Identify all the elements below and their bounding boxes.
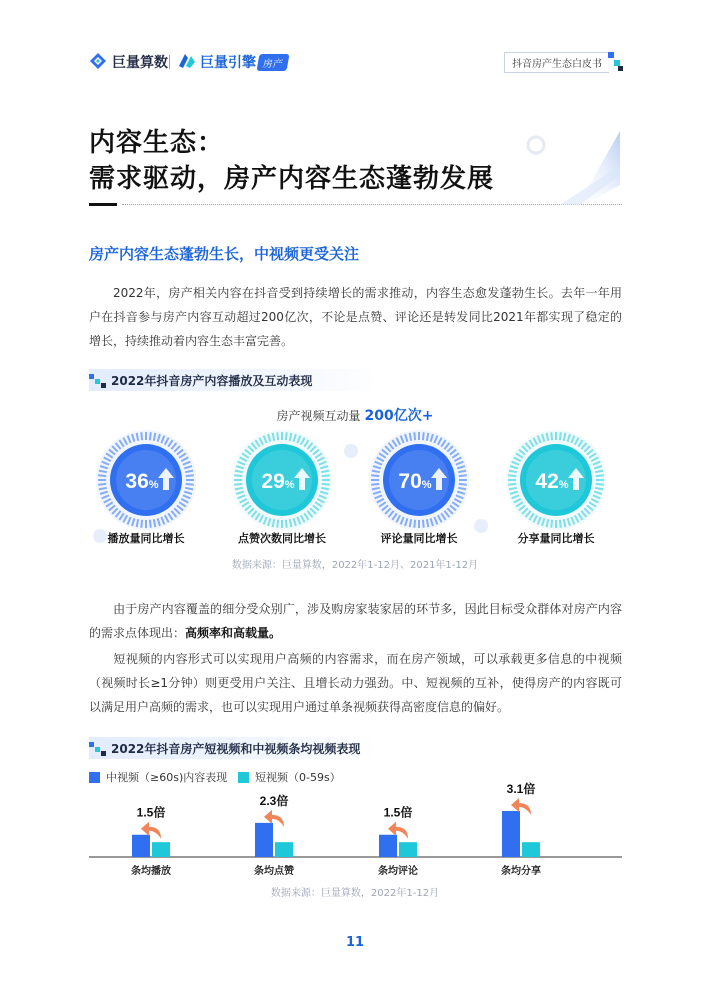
ring-tick (186, 484, 194, 485)
ring-tick (150, 520, 151, 528)
title-underline-bar (89, 203, 117, 206)
section-title: 2022年抖音房产短视频和中视频条均视频表现 (111, 742, 361, 756)
juliang-yinqing-logo-icon (177, 52, 197, 70)
section-header-content-performance (89, 369, 379, 391)
section-bullet-icon (89, 740, 107, 756)
metric-value-number: 36 (125, 470, 149, 493)
metric-label: 点赞次数同比增长 (238, 532, 326, 545)
ring-tick (551, 432, 552, 440)
ring-tick (141, 520, 142, 528)
intro-paragraph (89, 281, 622, 353)
ring-tick (508, 475, 516, 476)
growth-ring-4 (506, 430, 606, 530)
multiplier-label: 3.1倍 (506, 782, 536, 796)
ring-tick (141, 432, 142, 440)
decorative-dot (474, 519, 488, 533)
metric-label: 播放量同比增长 (107, 532, 185, 545)
ring-tick (234, 484, 242, 485)
category-label: 条均点赞 (254, 866, 294, 877)
audience-paragraph-emphasis: 高频率和高载量。 (185, 626, 282, 640)
video-comparison-chart (89, 780, 622, 880)
ring-tick (551, 520, 552, 528)
ring-tick (150, 432, 151, 440)
data-source-note: 数据来源：巨量算数，2022年1-12月、2021年1-12月 (231, 560, 479, 571)
brand-tag-fangchan: 房产 (257, 54, 290, 71)
metric-value-number: 29 (261, 470, 285, 493)
metric-value-unit: % (558, 479, 569, 491)
section-bullet-icon (89, 372, 107, 388)
decorative-dot (344, 444, 358, 458)
legend-label: 中视频（≥60s)内容表现 (106, 771, 228, 784)
ring-tick (371, 484, 379, 485)
header-deco-square (608, 52, 614, 58)
multiplier-label: 2.3倍 (259, 793, 289, 808)
decorative-gradient-shape (520, 125, 630, 210)
multiplier-label: 1.5倍 (383, 805, 413, 820)
page-title-line2: 需求驱动，房产内容生态蓬勃发展 (89, 164, 495, 194)
ring-tick (423, 520, 424, 528)
juliang-suanshu-logo-icon (89, 52, 107, 70)
category-label: 条均播放 (131, 866, 171, 877)
ring-tick (322, 484, 330, 485)
data-source-note: 数据来源：巨量算数，2022年1-12月 (270, 888, 440, 899)
brand-divider (169, 55, 170, 69)
ring-tick (596, 484, 604, 485)
total-interaction-label: 房产视频互动量 (276, 409, 361, 423)
ring-tick (234, 475, 242, 476)
ring-tick (98, 475, 106, 476)
ring-tick (596, 475, 604, 476)
audience-paragraph-text: 由于房产内容覆盖的细分受众别广，涉及购房家装家居的环节多，因此目标受众群体对房产内容的需求点体现出： (89, 602, 622, 640)
ring-tick (286, 520, 287, 528)
ring-tick (459, 484, 467, 485)
video-format-paragraph-text: 短视频的内容形式可以实现用户高频的内容需求，而在房产领域，可以承载更多信息的中视频（视频时长≥1分钟）则更受用户关注、且增长动力强劲。中、短视频的互补，使得房产的内容既可以满足用户高频的需求，也可以实现用户通过单条视频获得高密度信息的偏好。 (89, 652, 622, 714)
bar-short-video (399, 842, 417, 857)
section-title: 2022年抖音房产内容播放及互动表现 (111, 374, 313, 388)
growth-ring-2 (232, 430, 332, 530)
metric-value-number: 70 (398, 470, 422, 493)
audience-paragraph (89, 597, 622, 645)
brand-juliang-suanshu: 巨量算数 (112, 55, 168, 71)
metric-label: 分享量同比增长 (517, 532, 595, 545)
ring-tick (414, 520, 415, 528)
doc-title: 抖音房产生态白皮书 (512, 59, 602, 70)
category-label: 条均评论 (378, 866, 418, 877)
ring-tick (423, 432, 424, 440)
bar-short-video (152, 842, 170, 857)
category-label: 条均分享 (501, 866, 541, 877)
ring-tick (414, 432, 415, 440)
ring-tick (508, 484, 516, 485)
growth-ring-3 (369, 430, 469, 530)
header-deco-square (618, 66, 623, 71)
ring-tick (560, 432, 561, 440)
ring-tick (286, 432, 287, 440)
metric-label: 评论量同比增长 (380, 532, 458, 545)
page-number: 11 (345, 935, 365, 950)
section-subtitle: 房产内容生态蓬勃生长，中视频更受关注 (89, 245, 360, 263)
section-header-video-performance (89, 737, 379, 759)
bar-mid-video (132, 835, 150, 857)
legend-label: 短视频（0-59s） (255, 771, 341, 784)
metric-value-unit: % (284, 479, 295, 491)
page-title-line1: 内容生态： (89, 128, 225, 158)
bar-mid-video (379, 835, 397, 857)
bar-mid-video (502, 811, 520, 857)
metric-value-unit: % (148, 479, 159, 491)
ring-tick (186, 475, 194, 476)
brand-juliang-yinqing: 巨量引擎 (200, 55, 256, 71)
growth-ring-1 (96, 430, 196, 530)
ring-tick (277, 520, 278, 528)
ring-tick (322, 475, 330, 476)
metric-value-number: 42 (535, 470, 559, 493)
ring-tick (277, 432, 278, 440)
total-interaction-value: 200亿次+ (364, 408, 434, 424)
metric-value-unit: % (421, 479, 432, 491)
bar-mid-video (255, 823, 273, 857)
video-format-paragraph (89, 647, 622, 719)
intro-paragraph-text: 2022年，房产相关内容在抖音受到持续增长的需求推动，内容生态愈发蓬勃生长。去年一年用户在抖音参与房产内容互动超过200亿次，不论是点赞、评论还是转发同比2021年都实现了稳定的增长，持续推动着内容生态丰富完善。 (89, 286, 622, 348)
bar-short-video (522, 842, 540, 857)
ring-tick (371, 475, 379, 476)
multiplier-label: 1.5倍 (136, 805, 166, 820)
ring-tick (459, 475, 467, 476)
ring-tick (560, 520, 561, 528)
ring-tick (98, 484, 106, 485)
bar-short-video (275, 842, 293, 857)
